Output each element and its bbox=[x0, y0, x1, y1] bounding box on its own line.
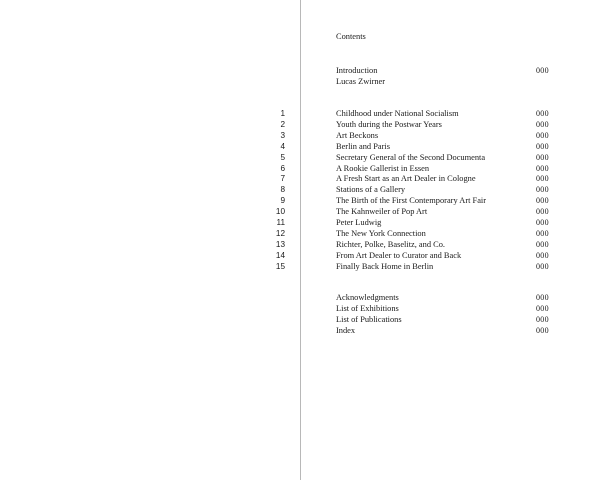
chapter-title[interactable]: Youth during the Postwar Years bbox=[336, 119, 442, 129]
chapter-page-number: 000 bbox=[536, 228, 549, 238]
back-matter-title[interactable]: List of Publications bbox=[336, 314, 402, 324]
chapter-number: 9 bbox=[280, 196, 285, 206]
chapter-title[interactable]: Childhood under National Socialism bbox=[336, 109, 459, 118]
intro-author: Lucas Zwirner bbox=[336, 77, 386, 86]
chapter-number: 3 bbox=[280, 130, 285, 140]
chapter-page-number: 000 bbox=[536, 163, 549, 173]
chapter-title[interactable]: Richter, Polke, Baselitz, and Co. bbox=[336, 239, 445, 249]
chapter-page-number: 000 bbox=[536, 207, 549, 217]
chapter-title[interactable]: Berlin and Paris bbox=[336, 141, 390, 151]
chapter-number: 1 bbox=[280, 109, 285, 118]
chapter-title[interactable]: A Fresh Start as an Art Dealer in Cologne bbox=[336, 174, 476, 184]
chapter-title[interactable]: Secretary General of the Second Documenta bbox=[336, 152, 486, 162]
chapter-title[interactable]: Stations of a Gallery bbox=[336, 185, 406, 195]
chapter-page-number: 000 bbox=[536, 130, 549, 140]
chapter-page-number: 000 bbox=[536, 141, 549, 151]
chapter-title[interactable]: Peter Ludwig bbox=[336, 218, 382, 227]
chapter-title[interactable]: From Art Dealer to Curator and Back bbox=[336, 250, 462, 260]
chapter-number: 5 bbox=[280, 152, 285, 162]
chapter-title[interactable]: The Kahnweiler of Pop Art bbox=[336, 207, 428, 217]
chapter-page-number: 000 bbox=[536, 152, 549, 162]
chapter-page-number: 000 bbox=[536, 250, 549, 260]
chapter-title[interactable]: The New York Connection bbox=[336, 228, 426, 238]
chapter-number: 13 bbox=[275, 239, 285, 249]
chapter-page-number: 000 bbox=[536, 239, 549, 249]
chapter-number: 8 bbox=[280, 185, 285, 195]
intro-title: Introduction bbox=[336, 66, 378, 75]
back-matter-page-number: 000 bbox=[536, 293, 549, 302]
chapter-number: 6 bbox=[280, 163, 285, 173]
back-matter-page-number: 000 bbox=[536, 325, 549, 335]
chapter-title[interactable]: A Rookie Gallerist in Essen bbox=[336, 163, 430, 173]
chapter-number: 10 bbox=[275, 207, 285, 217]
back-matter-page-number: 000 bbox=[536, 314, 549, 324]
chapter-number: 11 bbox=[276, 218, 285, 227]
chapter-page-number: 000 bbox=[536, 196, 549, 206]
chapter-number: 7 bbox=[280, 174, 285, 184]
back-matter-page-number: 000 bbox=[536, 303, 549, 313]
chapter-number: 14 bbox=[275, 250, 285, 260]
intro-page-number: 000 bbox=[536, 66, 549, 75]
contents-heading: Contents bbox=[336, 32, 366, 41]
back-matter-title[interactable]: Acknowledgments bbox=[336, 293, 399, 302]
chapter-page-number: 000 bbox=[536, 261, 549, 271]
chapter-title[interactable]: Art Beckons bbox=[336, 130, 379, 140]
chapter-page-number: 000 bbox=[536, 185, 549, 195]
chapter-number: 12 bbox=[275, 228, 285, 238]
chapter-title[interactable]: Finally Back Home in Berlin bbox=[336, 261, 434, 271]
chapter-page-number: 000 bbox=[536, 218, 549, 227]
chapter-title[interactable]: The Birth of the First Contemporary Art Fair bbox=[336, 196, 487, 206]
back-matter-title[interactable]: List of Exhibitions bbox=[336, 303, 399, 313]
chapter-page-number: 000 bbox=[536, 109, 549, 118]
chapter-number: 15 bbox=[275, 261, 285, 271]
chapter-page-number: 000 bbox=[536, 174, 549, 184]
chapter-number: 4 bbox=[280, 141, 285, 151]
back-matter-title[interactable]: Index bbox=[336, 325, 356, 335]
chapter-number: 2 bbox=[280, 119, 285, 129]
chapter-page-number: 000 bbox=[536, 119, 549, 129]
